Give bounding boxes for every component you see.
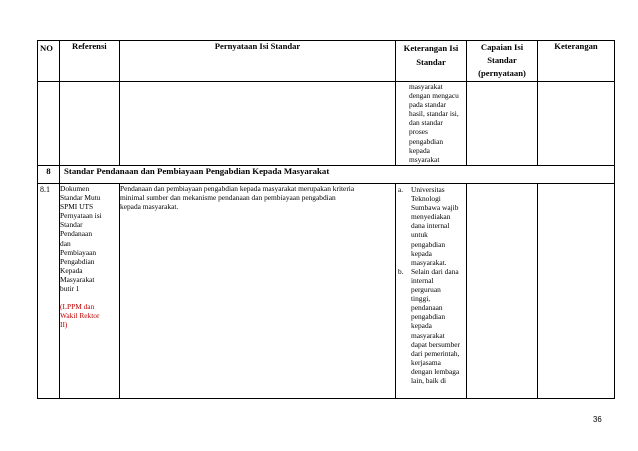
keterangan-item-a [398, 185, 465, 267]
text-line: Pengabdian [60, 256, 95, 266]
text-line: Masyarakat [60, 274, 95, 284]
text-line: dari pemerintah, [411, 348, 460, 358]
text-line: dana internal [411, 221, 450, 231]
row-8-1-referensi-cell [60, 184, 120, 399]
text-line: Dokumen [60, 184, 90, 193]
row-8-1-referensi-red-lines [60, 302, 119, 329]
text-line: Teknologi [411, 194, 441, 204]
text-line: hasil, standar isi, [409, 109, 459, 119]
row-8-1-capaian-cell [467, 184, 538, 399]
header-keterangan-isi-line-1: Keterangan Isi [403, 43, 459, 53]
section-title-cell [60, 166, 615, 184]
row-8-1-keterangan-list [397, 185, 465, 385]
text-line: masyarakat. [411, 257, 447, 267]
page-number: 36 [593, 415, 602, 424]
continued-no-cell [38, 82, 60, 166]
text-line: pengabdian [409, 136, 444, 146]
continued-pernyataan-cell [120, 82, 396, 166]
row-8-1-keterangan-cell [538, 184, 615, 399]
header-capaian-line-1: Capaian Isi [480, 42, 524, 52]
header-keterangan-isi [396, 41, 467, 82]
text-line: pada standar [409, 100, 447, 110]
header-keterangan [538, 41, 615, 82]
continued-capaian-cell [467, 82, 538, 166]
header-keterangan-isi-line-2: Standar [416, 57, 446, 67]
text-line: Pendanaan [60, 229, 93, 239]
text-line: pengabdian [411, 239, 446, 249]
text-line: tinggi, [411, 294, 431, 304]
text-line: butir 1 [60, 284, 80, 294]
continued-keterangan-cell [538, 82, 615, 166]
text-line: Sumbawa wajib [411, 203, 459, 213]
text-line: II) [60, 320, 68, 330]
text-line: untuk [411, 230, 428, 240]
text-line: proses [409, 127, 428, 137]
text-line: Pembiayaan [60, 247, 97, 257]
keterangan-item-b-marker: b. [398, 266, 404, 276]
text-line: pendanaan [411, 303, 443, 313]
standard-table [37, 40, 615, 399]
continued-referensi-cell [60, 82, 120, 166]
text-line: masyarakat [411, 330, 445, 340]
text-line: internal [411, 275, 434, 285]
text-line: lain, baik di [411, 375, 447, 385]
keterangan-item-b [398, 266, 465, 385]
text-line: pengabdian [411, 312, 446, 322]
row-8-1-pernyataan-lines [120, 184, 395, 211]
row-8-1-pernyataan-cell [120, 184, 396, 399]
text-line: SPMI UTS [60, 202, 94, 212]
text-line: Wakil Rektor [60, 311, 100, 321]
text-line: kepada masyarakat. [120, 202, 179, 212]
section-title: Standar Pendanaan dan Pembiayaan Pengabdian Kepada Masyarakat [64, 166, 330, 176]
text-line: kepada [411, 248, 432, 258]
text-line: Kepada [60, 265, 83, 275]
row-8-1-no-cell [38, 184, 60, 399]
table-header-row [38, 41, 615, 82]
text-line: masyarakat [409, 82, 443, 91]
text-line: (LPPM dan [60, 302, 95, 312]
text-line: Pendanaan dan pembiayaan pengabdian kepada masyarakat merupakan kriteria [120, 184, 355, 193]
text-line: menyediakan [411, 212, 451, 222]
header-capaian-line-2: Standar [487, 55, 517, 65]
text-line: dengan lembaga [411, 366, 460, 376]
header-no-text: NO [40, 43, 53, 53]
section-8-row [38, 166, 615, 184]
continued-keterangan-lines [409, 82, 464, 164]
row-8-1-no: 8.1 [40, 185, 50, 194]
text-line: Pernyataan isi [60, 211, 102, 221]
row-8-1 [38, 184, 615, 399]
continued-row [38, 82, 615, 166]
text-line: perguruan [411, 285, 441, 295]
text-line: Universitas [411, 185, 445, 194]
keterangan-item-b-lines [411, 267, 465, 385]
header-referensi [60, 41, 120, 82]
text-line: kepada [411, 321, 432, 331]
row-8-1-keterangan-isi-cell [396, 184, 467, 399]
text-line: Standar Mutu [60, 193, 101, 203]
text-line: dan [60, 238, 71, 248]
section-number: 8 [46, 166, 51, 176]
text-line: Standar [60, 220, 83, 230]
header-no [38, 41, 60, 82]
header-pernyataan [120, 41, 396, 82]
text-line: dengan mengacu [409, 91, 459, 101]
row-8-1-referensi-lines [60, 184, 119, 293]
continued-keterangan-isi-cell [396, 82, 467, 166]
text-line: msyarakat [409, 154, 440, 164]
text-line: minimal sumber dan mekanisme pendanaan dan pembiayaan pengabdian [120, 193, 336, 203]
text-line: kerjasama [411, 357, 441, 367]
header-pernyataan-text: Pernyataan Isi Standar [214, 41, 301, 51]
header-capaian [467, 41, 538, 82]
section-number-cell [38, 166, 60, 184]
text-line: dan standar [409, 118, 443, 128]
header-keterangan-text: Keterangan [554, 41, 598, 51]
keterangan-item-a-marker: a. [398, 185, 404, 194]
header-capaian-line-3: (pernyataan) [478, 68, 526, 78]
keterangan-item-a-lines [411, 185, 465, 267]
header-referensi-text: Referensi [72, 41, 107, 51]
text-line: kepada [409, 145, 430, 155]
text-line: dapat bersumber [411, 339, 461, 349]
text-line: Selain dari dana [411, 266, 459, 276]
